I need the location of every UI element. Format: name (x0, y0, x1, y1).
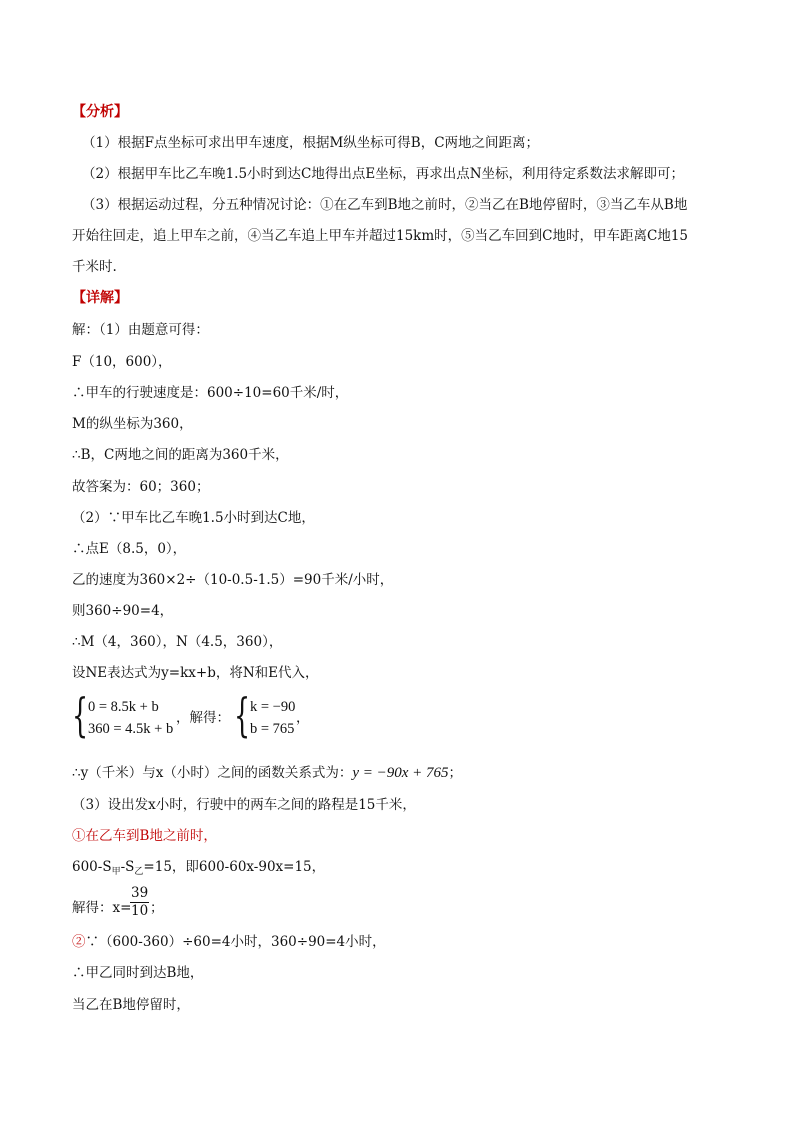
solution-line: ∴M（4，360），N（4.5，360）， (72, 634, 283, 650)
solution-line: ∴点E（8.5，0）， (72, 541, 187, 557)
system-equation-1: 0 = 8.5k + b (88, 699, 159, 715)
function-end: ； (448, 765, 463, 781)
solution-line: 设NE表达式为y=kx+b，将N和E代入， (72, 665, 319, 681)
solution-line: 乙的速度为360×2÷（10-0.5-1.5）=90千米/小时， (72, 572, 394, 588)
solution-equation-1: k = −90 (250, 699, 296, 715)
solve-x-label: 解得：x= (72, 900, 132, 916)
eq-part: -S (120, 859, 135, 875)
solution-line: M的纵坐标为360， (72, 416, 193, 432)
solve-x-line (72, 898, 131, 918)
fraction-denominator: 10 (131, 903, 149, 919)
case-2-marker: ② (72, 934, 86, 950)
analysis-part-2: （2）根据甲车比乙车晚1.5小时到达C地得出点E坐标，再求出点N坐标，利用待定系数法求解即可； (82, 166, 685, 182)
analysis-part-3-cont: 开始往回走，追上甲车之前，④当乙车追上甲车并超过15km时，⑤当乙车回到C地时，甲车距离C地15 (72, 228, 688, 244)
solution-line: F（10，600）， (72, 354, 172, 370)
eq-part: 600-S (72, 859, 112, 875)
distance-equation-line (72, 857, 325, 879)
subscript-jia: 甲 (111, 867, 121, 877)
function-relation-line (72, 763, 462, 783)
case-2-text: ∵（600-360）÷60=4小时，360÷90=4小时， (85, 934, 386, 950)
left-brace: { (234, 688, 251, 742)
solution-line: 解：（1）由题意可得： (72, 322, 209, 338)
solution-line: 则360÷90=4， (72, 603, 174, 619)
analysis-part-3-end: 千米时. (72, 259, 117, 275)
function-formula: y = −90x + 765 (352, 765, 449, 781)
solution-line: ∴B，C两地之间的距离为360千米， (72, 447, 289, 463)
case-1-heading: ①在乙车到B地之前时， (72, 828, 217, 844)
analysis-heading: 【分析】 (72, 104, 128, 120)
analysis-part-3: （3）根据运动过程，分五种情况讨论：①在乙车到B地之前时，②当乙在B地停留时，③当乙车从B地 (82, 197, 688, 213)
left-brace: { (72, 688, 89, 742)
solution-line: （2）∵甲车比乙车晚1.5小时到达C地， (72, 510, 315, 526)
case-2-line (72, 932, 386, 952)
solution-equation-2: b = 765 (250, 721, 295, 737)
detail-heading: 【详解】 (72, 290, 128, 306)
fraction-39-10 (130, 885, 149, 920)
analysis-part-1: （1）根据F点坐标可求出甲车速度，根据M纵坐标可得B，C两地之间距离； (82, 135, 540, 151)
solve-x-end: ； (150, 900, 164, 916)
function-relation-text: ∴y（千米）与x（小时）之间的函数关系式为： (72, 765, 353, 781)
solution-line: ∴甲车的行驶速度是：600÷10=60千米/时， (72, 385, 349, 401)
solution-line: 故答案为：60；360； (72, 479, 210, 495)
subscript-yi: 乙 (134, 867, 144, 877)
fraction-numerator: 39 (131, 885, 149, 901)
system-equation-2: 360 = 4.5k + b (88, 721, 174, 737)
solution-end: ， (296, 710, 310, 726)
solve-label: ，解得： (176, 710, 230, 726)
solution-line: （3）设出发x小时，行驶中的两车之间的路程是15千米， (72, 797, 416, 813)
solution-line: 当乙在B地停留时， (72, 997, 190, 1013)
eq-part: =15，即600-60x-90x=15， (143, 859, 326, 875)
equation-system (72, 688, 392, 744)
solution-line: ∴甲乙同时到达B地， (72, 965, 204, 981)
